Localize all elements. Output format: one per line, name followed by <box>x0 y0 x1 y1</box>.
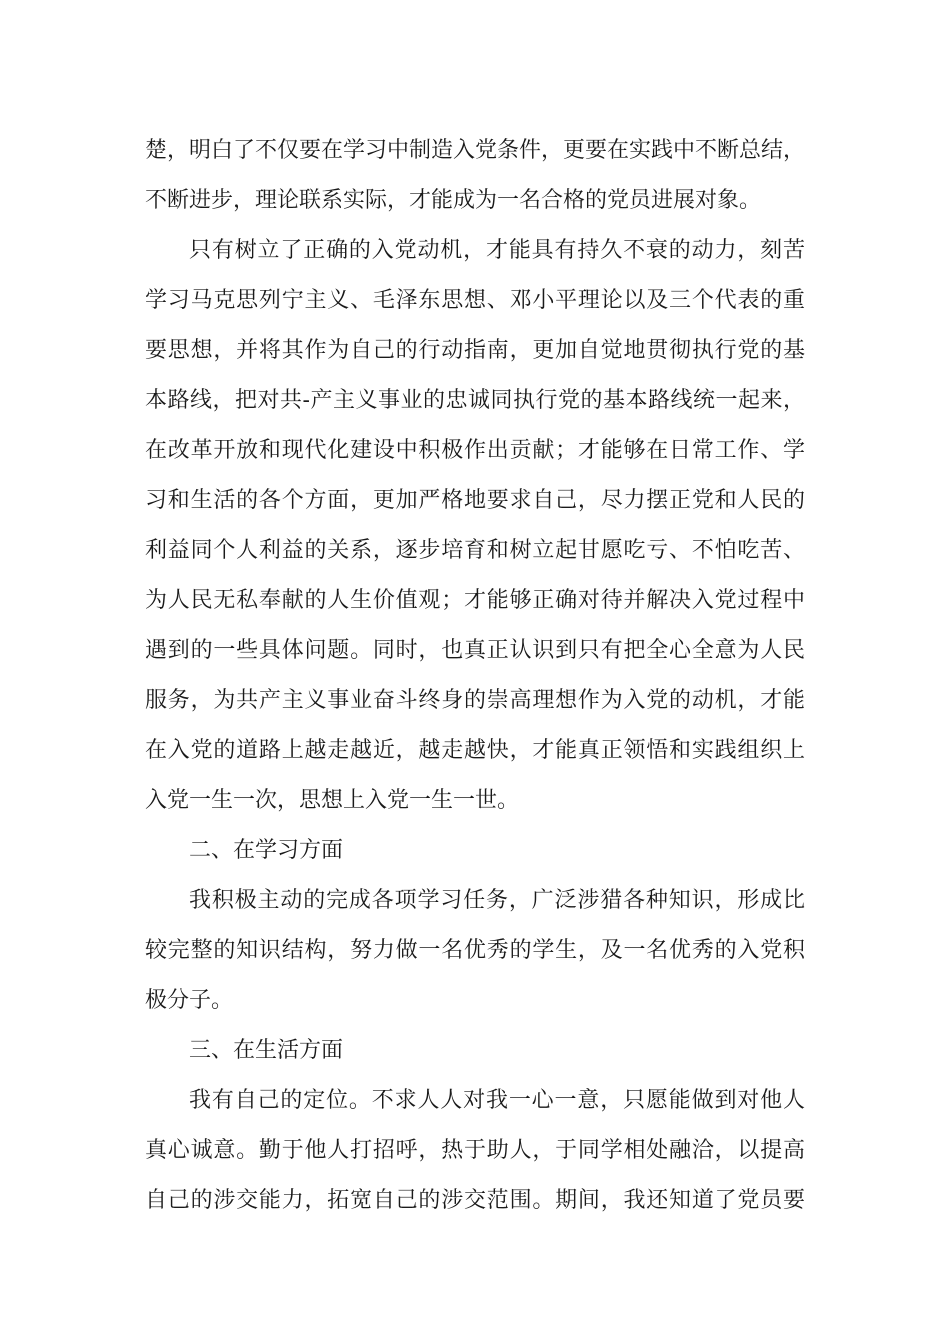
text-line: 服务，为共产主义事业奋斗终身的崇高理想作为入党的动机，才能 <box>145 688 805 713</box>
text-line: 楚，明白了不仅要在学习中制造入党条件，更要在实践中不断总结， <box>145 138 806 163</box>
section-heading: 三、在生活方面 <box>189 1038 344 1063</box>
text-line: 入党一生一次，思想上入党一生一世。 <box>145 788 520 813</box>
text-line: 极分子。 <box>145 988 234 1013</box>
text-line: 要思想，并将其作为自己的行动指南，更加自觉地贯彻执行党的基 <box>145 338 805 363</box>
text-line: 我积极主动的完成各项学习任务，广泛涉猎各种知识，形成比 <box>189 888 805 913</box>
text-line: 学习马克思列宁主义、毛泽东思想、邓小平理论以及三个代表的重 <box>145 288 805 313</box>
text-line: 遇到的一些具体问题。同时，也真正认识到只有把全心全意为人民 <box>145 638 805 663</box>
section-heading: 二、在学习方面 <box>189 838 344 863</box>
text-line: 真心诚意。勤于他人打招呼，热于助人，于同学相处融洽，以提高 <box>145 1138 805 1163</box>
text-line: 我有自己的定位。不求人人对我一心一意，只愿能做到对他人 <box>189 1088 805 1113</box>
text-line: 较完整的知识结构，努力做一名优秀的学生，及一名优秀的入党积 <box>145 938 805 963</box>
text-line: 在改革开放和现代化建设中积极作出贡献；才能够在日常工作、学 <box>145 438 805 463</box>
text-line: 为人民无私奉献的人生价值观；才能够正确对待并解决入党过程中 <box>145 588 805 613</box>
text-line: 在入党的道路上越走越近，越走越快，才能真正领悟和实践组织上 <box>145 738 805 763</box>
text-line: 自己的涉交能力，拓宽自己的涉交范围。期间，我还知道了党员要 <box>145 1188 805 1213</box>
text-line: 不断进步，理论联系实际，才能成为一名合格的党员进展对象。 <box>145 188 762 213</box>
text-line: 只有树立了正确的入党动机，才能具有持久不衰的动力，刻苦 <box>189 238 805 263</box>
text-line: 本路线，把对共-产主义事业的忠诚同执行党的基本路线统一起来， <box>145 388 805 413</box>
text-line: 利益同个人利益的关系，逐步培育和树立起甘愿吃亏、不怕吃苦、 <box>145 538 805 563</box>
text-line: 习和生活的各个方面，更加严格地要求自己，尽力摆正党和人民的 <box>145 488 805 513</box>
